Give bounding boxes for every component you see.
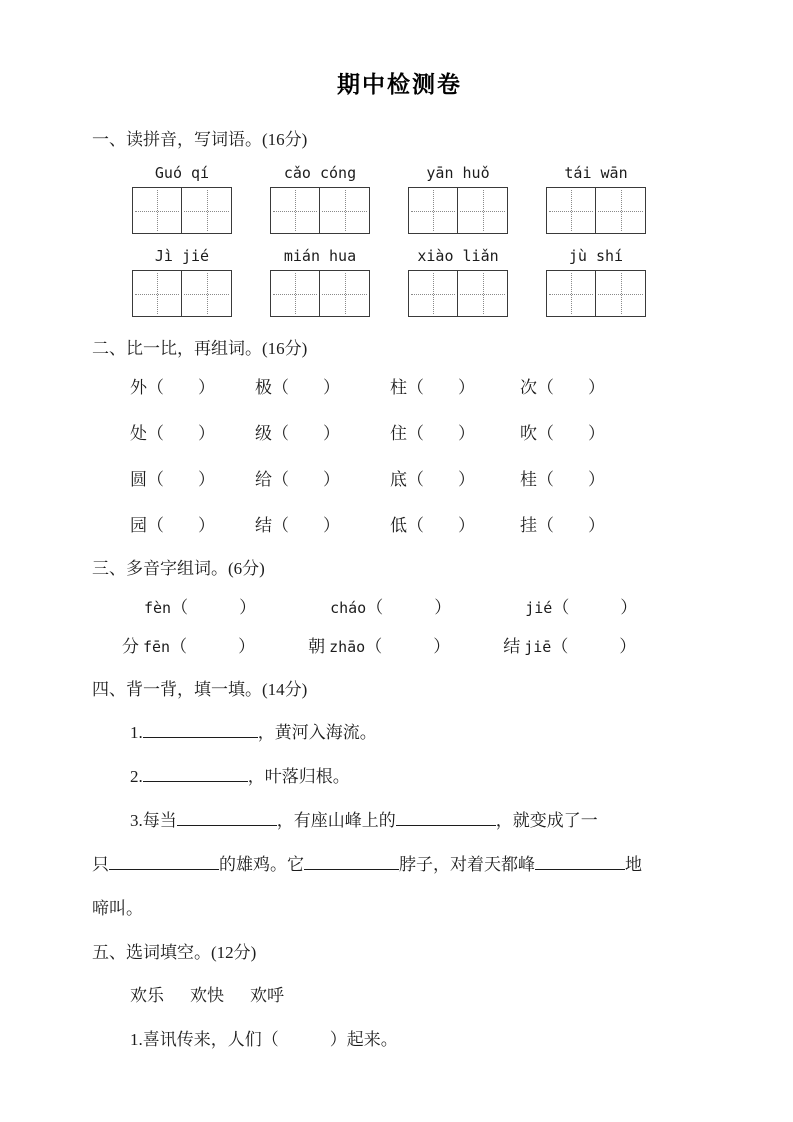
answer-paren: （ ）: [147, 424, 215, 443]
choose-word-item-1: [130, 1025, 707, 1050]
section-4-heading: 四、背一背，填一填。(14分): [92, 680, 308, 699]
compare-char: 极: [255, 378, 272, 397]
character-grid-cell: [270, 270, 320, 317]
answer-paren: （ ）: [537, 470, 605, 489]
compare-word-item: [255, 419, 390, 444]
pinyin-word-group: [132, 164, 232, 234]
pinyin-word-group: [132, 247, 232, 317]
polyphone-reading-top: [503, 593, 637, 618]
polyphone-char: 朝: [308, 637, 326, 656]
compare-word-item: [390, 511, 520, 536]
answer-paren: （ ）: [171, 598, 257, 617]
polyphone-reading-bottom: [503, 632, 637, 657]
pinyin-label: cháo: [330, 599, 367, 617]
answer-paren: （ ）: [407, 378, 475, 397]
character-grid-cell: [596, 187, 646, 234]
character-grid-cell: [408, 270, 458, 317]
compare-word-item: [255, 465, 390, 490]
fill-blank: [143, 766, 248, 782]
text-segment: 起来。: [346, 1030, 398, 1049]
pinyin-label: Jì jié: [154, 247, 210, 265]
character-grid-cell: [546, 270, 596, 317]
pinyin-label: tái wān: [564, 164, 628, 182]
pinyin-label: cǎo cóng: [283, 164, 357, 182]
pinyin-word-group: [408, 164, 508, 234]
compare-word-item: [390, 465, 520, 490]
pinyin-label: xiào liǎn: [417, 247, 499, 265]
fill-blank: [396, 810, 496, 826]
character-grid-cell: [320, 270, 370, 317]
writing-grid: [546, 270, 646, 317]
recite-item-3-line-1: [130, 806, 707, 831]
pinyin-label: jù shí: [568, 247, 624, 265]
recite-item-3-line-2: [92, 850, 707, 875]
compare-char: 住: [390, 424, 407, 443]
answer-paren: （ ）: [407, 470, 475, 489]
writing-grid: [408, 187, 508, 234]
compare-words-grid: [130, 373, 707, 536]
writing-grid: [270, 187, 370, 234]
fill-blank: [143, 722, 258, 738]
compare-word-item: [390, 419, 520, 444]
pinyin-label: Guó qí: [154, 164, 210, 182]
polyphone-reading-bottom: [122, 632, 256, 657]
pinyin-label: fèn: [144, 599, 172, 617]
pinyin-row-2: [132, 247, 707, 317]
character-grid-cell: [132, 270, 182, 317]
compare-char: 外: [130, 378, 147, 397]
polyphone-reading-bottom: [308, 632, 451, 657]
compare-word-item: [390, 373, 520, 398]
character-grid-cell: [182, 270, 232, 317]
text-segment: 1.: [130, 723, 143, 742]
polyphone-reading-top: [122, 593, 256, 618]
fill-blank: [177, 810, 277, 826]
compare-char: 给: [255, 470, 272, 489]
section-3: [92, 554, 707, 657]
text-segment: ，有座山峰上的: [276, 811, 396, 830]
character-grid-cell: [458, 270, 508, 317]
pinyin-label: mián hua: [283, 247, 357, 265]
polyphone-reading-top: [308, 593, 451, 618]
text-segment: 2.: [130, 767, 143, 786]
pinyin-word-group: [270, 164, 370, 234]
pinyin-word-group: [546, 247, 646, 317]
page-title: 期中检测卷: [337, 71, 462, 97]
section-1: [92, 125, 707, 317]
pinyin-label: zhāo: [329, 638, 366, 656]
polyphone-group: [122, 593, 256, 657]
answer-paren: （ ）: [365, 637, 451, 656]
character-grid-cell: [320, 187, 370, 234]
character-grid-cell: [270, 187, 320, 234]
fill-blank: [535, 854, 625, 870]
answer-paren: （ ）: [147, 516, 215, 535]
compare-char: 园: [130, 516, 147, 535]
compare-char: 级: [255, 424, 272, 443]
text-segment: 1.喜讯传来，人们: [130, 1030, 262, 1049]
recite-item-3-line-3: [92, 894, 707, 919]
answer-paren: （ ）: [261, 1030, 347, 1049]
pinyin-row-1: [132, 164, 707, 234]
compare-char: 低: [390, 516, 407, 535]
answer-paren: （ ）: [147, 470, 215, 489]
text-segment: 3.每当: [130, 811, 177, 830]
recite-item-1: [130, 718, 707, 743]
answer-paren: （ ）: [170, 637, 256, 656]
text-segment: 只: [92, 855, 109, 874]
writing-grid: [270, 270, 370, 317]
polyphone-group: [308, 593, 451, 657]
answer-paren: （ ）: [552, 598, 638, 617]
option-word: 欢快: [190, 986, 224, 1005]
compare-char: 柱: [390, 378, 407, 397]
section-4: [92, 675, 707, 919]
answer-paren: （ ）: [272, 424, 340, 443]
option-word: 欢乐: [130, 986, 164, 1005]
fill-blank: [304, 854, 399, 870]
answer-paren: （ ）: [537, 378, 605, 397]
compare-char: 桂: [520, 470, 537, 489]
answer-paren: （ ）: [537, 516, 605, 535]
answer-paren: （ ）: [551, 637, 637, 656]
text-segment: 脖子，对着天都峰: [399, 855, 535, 874]
pinyin-label: fēn: [143, 638, 171, 656]
recite-item-2: [130, 762, 707, 787]
text-segment: 的雄鸡。它: [219, 855, 304, 874]
compare-char: 处: [130, 424, 147, 443]
section-5-heading: 五、选词填空。(12分): [92, 943, 257, 962]
pinyin-label: jié: [525, 599, 553, 617]
answer-paren: （ ）: [272, 516, 340, 535]
polyphone-char: 结: [503, 637, 521, 656]
answer-paren: （ ）: [272, 378, 340, 397]
character-grid-cell: [458, 187, 508, 234]
text-segment: ，叶落归根。: [247, 767, 350, 786]
compare-word-item: [130, 419, 255, 444]
compare-char: 吹: [520, 424, 537, 443]
answer-paren: （ ）: [272, 470, 340, 489]
pinyin-label: yān huǒ: [426, 164, 490, 182]
writing-grid: [546, 187, 646, 234]
text-segment: ，黄河入海流。: [257, 723, 377, 742]
compare-word-item: [520, 373, 707, 398]
word-options: [130, 981, 707, 1006]
section-5: [92, 938, 707, 1050]
character-grid-cell: [408, 187, 458, 234]
character-grid-cell: [182, 187, 232, 234]
writing-grid: [132, 270, 232, 317]
answer-paren: （ ）: [407, 516, 475, 535]
compare-word-item: [255, 373, 390, 398]
pinyin-label: jiē: [524, 638, 552, 656]
section-2: [92, 334, 707, 536]
compare-word-item: [520, 511, 707, 536]
compare-char: 底: [390, 470, 407, 489]
compare-char: 次: [520, 378, 537, 397]
compare-word-item: [130, 465, 255, 490]
polyphone-groups: [122, 593, 707, 657]
compare-word-item: [130, 511, 255, 536]
character-grid-cell: [546, 187, 596, 234]
character-grid-cell: [132, 187, 182, 234]
compare-word-item: [130, 373, 255, 398]
text-segment: ，就变成了一: [495, 811, 598, 830]
compare-word-item: [520, 419, 707, 444]
section-3-heading: 三、多音字组词。(6分): [92, 559, 265, 578]
text-segment: 啼叫。: [92, 899, 143, 918]
character-grid-cell: [596, 270, 646, 317]
pinyin-word-group: [408, 247, 508, 317]
section-1-heading: 一、读拼音，写词语。(16分): [92, 130, 308, 149]
polyphone-group: [503, 593, 637, 657]
writing-grid: [132, 187, 232, 234]
fill-blank: [109, 854, 219, 870]
writing-grid: [408, 270, 508, 317]
pinyin-word-group: [546, 164, 646, 234]
compare-char: 结: [255, 516, 272, 535]
answer-paren: （ ）: [407, 424, 475, 443]
compare-char: 圆: [130, 470, 147, 489]
polyphone-char: 分: [122, 637, 139, 656]
answer-paren: （ ）: [366, 598, 452, 617]
answer-paren: （ ）: [147, 378, 215, 397]
option-word: 欢呼: [250, 986, 284, 1005]
compare-word-item: [255, 511, 390, 536]
pinyin-word-group: [270, 247, 370, 317]
exam-paper: [92, 66, 707, 1050]
answer-paren: （ ）: [537, 424, 605, 443]
text-segment: 地: [625, 855, 642, 874]
section-2-heading: 二、比一比，再组词。(16分): [92, 339, 308, 358]
compare-word-item: [520, 465, 707, 490]
compare-char: 挂: [520, 516, 537, 535]
